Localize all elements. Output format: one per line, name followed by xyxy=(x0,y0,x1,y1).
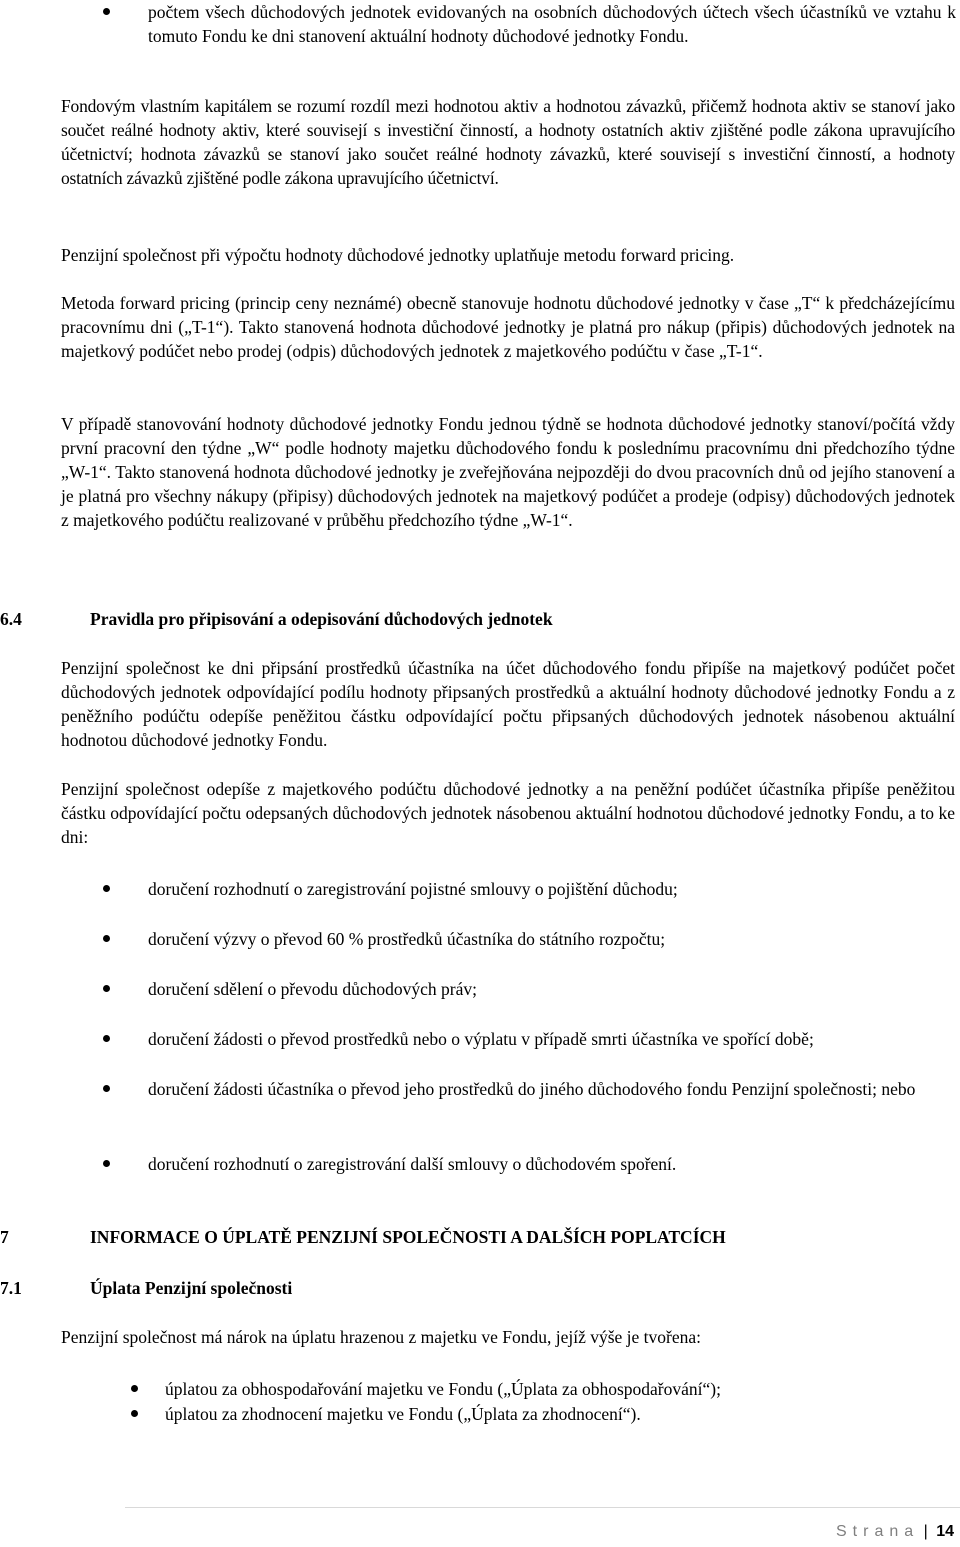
bullet-icon xyxy=(103,1035,110,1042)
paragraph-forward-pricing: Penzijní společnost při výpočtu hodnoty důchodové jednotky uplatňuje metodu forward pricing. xyxy=(61,245,735,265)
bullet-icon xyxy=(103,985,110,992)
section-number: 7 xyxy=(0,1227,9,1247)
footer-divider xyxy=(125,1507,960,1508)
bullet-icon xyxy=(103,1160,110,1167)
page-footer xyxy=(836,1522,954,1542)
list-item-text: počtem všech důchodových jednotek evidovaných na osobních důchodových účtech všech účastníků ve vztahu k tomuto Fondu ke dni stanovení aktuální hodnoty důchodové jednotky Fondu. xyxy=(148,2,956,46)
paragraph-forward-pricing-method: Metoda forward pricing (princip ceny neznámé) obecně stanovuje hodnotu důchodové jednotky v čase „T“ k předcházejícímu pracovnímu dni („T-1“). Takto stanovená hodnota důchodové jednotky je platná pro nákup (připis) důchodových jednotek na majetkový podúčet nebo prodej (odpis) důchodových jednotek z majetkového podúčtu v čase „T-1“. xyxy=(61,293,955,361)
page-label: Strana xyxy=(836,1523,920,1540)
page-number: 14 xyxy=(936,1523,954,1540)
section-number: 7.1 xyxy=(0,1278,22,1298)
bullet-icon xyxy=(103,1085,110,1092)
list-item-text: doručení sdělení o převodu důchodových práv; xyxy=(148,979,478,999)
list-item-text: doručení žádosti o převod prostředků nebo o výplatu v případě smrti účastníka ve spořící době; xyxy=(148,1029,814,1049)
paragraph-weekly-valuation: V případě stanovování hodnoty důchodové jednotky Fondu jednou týdně se hodnota důchodové jednotky stanoví/počítá vždy první pracovní den týdne „W“ podle hodnoty majetku důchodového fondu k poslednímu pracovnímu dni předchozího týdne „W-1“. Takto stanovená hodnota důchodové jednotky je zveřejňována nejpozději do dvou pracovních dnů od jejího stanovení a je platná pro všechny nákupy (připisy) důchodových jednotek na majetkový podúčet a prodeje (odpisy) důchodových jednotek z majetkového podúčtu realizované v průběhu předchozího týdne „W-1“. xyxy=(61,414,955,530)
list-item-text: úplatou za zhodnocení majetku ve Fondu („Úplata za zhodnocení“). xyxy=(165,1404,641,1424)
bullet-icon xyxy=(131,1410,138,1417)
list-item-text: doručení rozhodnutí o zaregistrování pojistné smlouvy o pojištění důchodu; xyxy=(148,879,678,899)
section-title: Pravidla pro připisování a odepisování důchodových jednotek xyxy=(90,609,553,629)
page-separator: | xyxy=(923,1523,928,1540)
bullet-icon xyxy=(103,885,110,892)
paragraph-debiting: Penzijní společnost odepíše z majetkového podúčtu důchodové jednotky a na peněžní podúčet účastníka připíše peněžitou částku odpovídající počtu odepsaných důchodových jednotek násobenou aktuální hodnotou důchodové jednotky Fondu, a to ke dni: xyxy=(61,779,955,847)
list-item-text: doručení výzvy o převod 60 % prostředků účastníka do státního rozpočtu; xyxy=(148,929,666,949)
list-item-text: doručení žádosti účastníka o převod jeho prostředků do jiného důchodového fondu Penzijní společnosti; nebo xyxy=(148,1079,916,1099)
section-number: 6.4 xyxy=(0,609,22,629)
list-item-text: úplatou za obhospodařování majetku ve Fondu („Úplata za obhospodařování“); xyxy=(165,1379,721,1399)
section-title: Úplata Penzijní společnosti xyxy=(90,1278,293,1298)
bullet-icon xyxy=(131,1385,138,1392)
bullet-icon xyxy=(103,8,110,15)
bullet-icon xyxy=(103,935,110,942)
paragraph-fund-equity: Fondovým vlastním kapitálem se rozumí rozdíl mezi hodnotou aktiv a hodnotou závazků, přičemž hodnota aktiv se stanoví jako součet reálné hodnoty aktiv, které souvisejí s investiční činností, a hodnoty ostatních aktiv zjištěné podle zákona upravujícího účetnictví; hodnota závazků se stanoví jako součet reálné hodnoty závazků, které souvisejí s investiční činností, a hodnoty ostatních závazků zjištěné podle zákona upravujícího účetnictví. xyxy=(61,96,955,188)
paragraph-fee-composition: Penzijní společnost má nárok na úplatu hrazenou z majetku ve Fondu, jejíž výše je tvořena: xyxy=(61,1327,702,1347)
paragraph-crediting: Penzijní společnost ke dni připsání prostředků účastníka na účet důchodového fondu připíše na majetkový podúčet počet důchodových jednotek odpovídající podílu hodnoty připsaných prostředků a aktuální hodnoty důchodové jednotky Fondu a z peněžního podúčtu odepíše peněžitou částku odpovídající počtu připsaných důchodových jednotek násobenou aktuální hodnotou důchodové jednotky Fondu. xyxy=(61,658,955,750)
section-title: INFORMACE O ÚPLATĚ PENZIJNÍ SPOLEČNOSTI A DALŠÍCH POPLATCÍCH xyxy=(90,1227,726,1247)
list-item-text: doručení rozhodnutí o zaregistrování další smlouvy o důchodovém spoření. xyxy=(148,1154,677,1174)
